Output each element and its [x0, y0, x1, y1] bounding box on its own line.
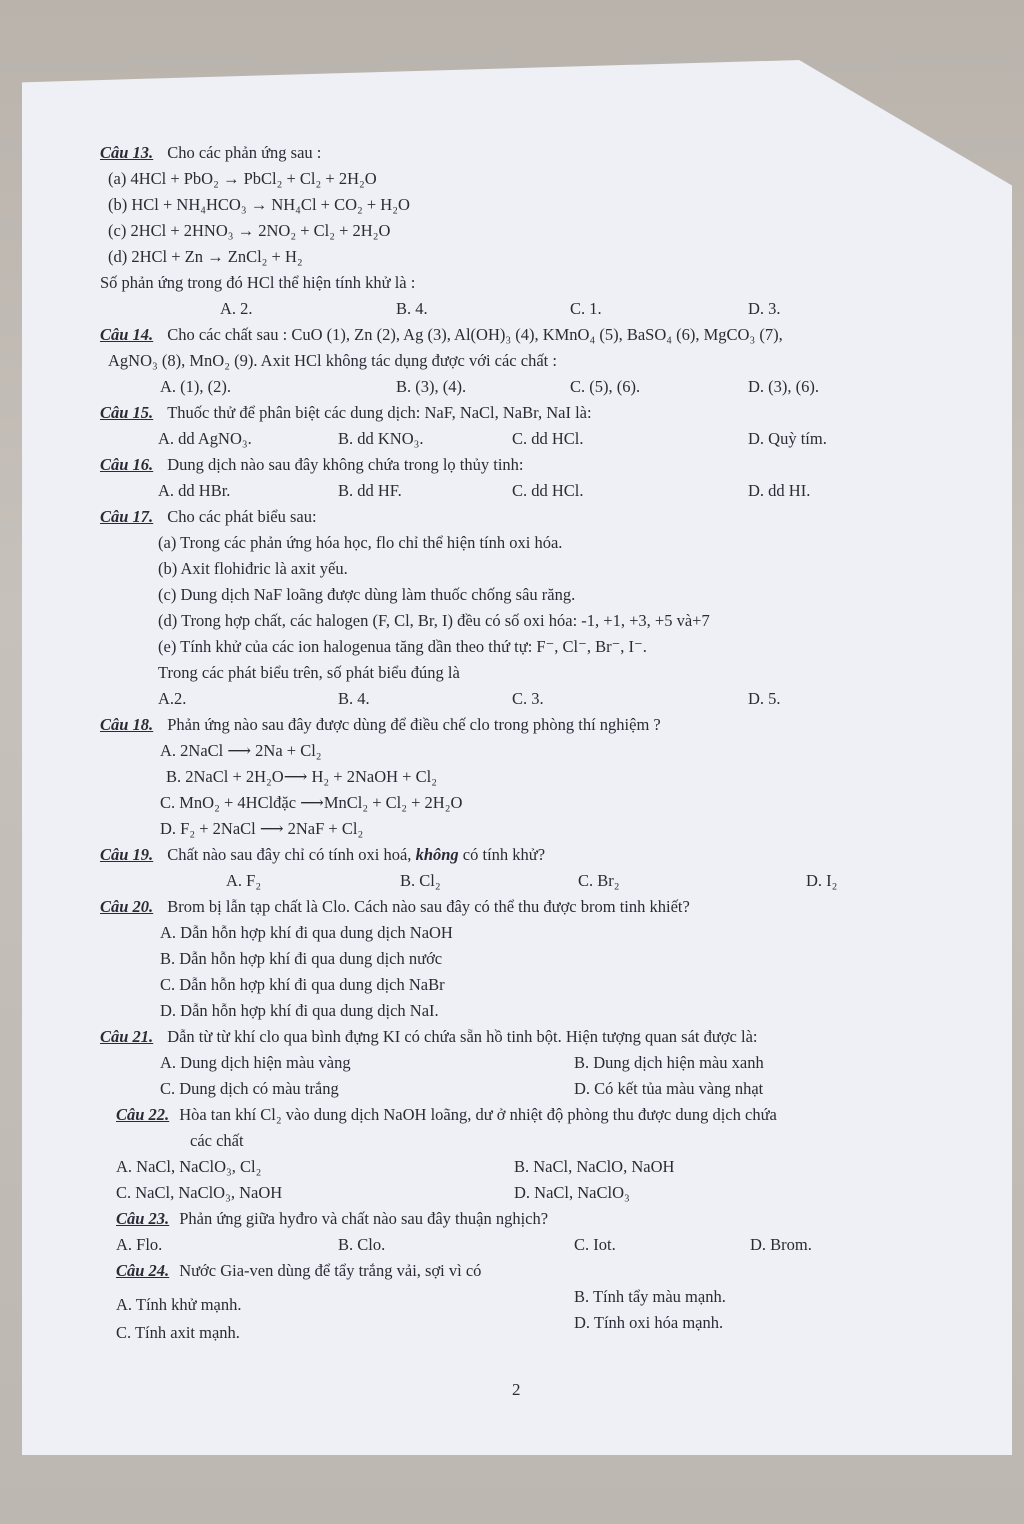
- option-b[interactable]: B. Dung dịch hiện màu xanh: [574, 1053, 764, 1072]
- option-a[interactable]: A. 2.: [220, 299, 253, 318]
- question-stem-cont: các chất: [190, 1131, 244, 1150]
- option-c[interactable]: C. 1.: [570, 299, 602, 318]
- question-stem: Nước Gia-ven dùng để tẩy trắng vải, sợi vì có: [179, 1261, 482, 1280]
- question-stem: Brom bị lẫn tạp chất là Clo. Cách nào sau đây có thể thu được brom tinh khiết?: [167, 897, 690, 916]
- question-number: Câu 17.: [100, 507, 154, 526]
- option-d[interactable]: D. Quỳ tím.: [748, 429, 827, 448]
- question-number: Câu 24.: [116, 1261, 170, 1280]
- reaction-d: (d) 2HCl + Zn → ZnCl₂ + H₂: [108, 247, 303, 266]
- answer-options: [100, 1232, 950, 1258]
- reaction-b: (b) HCl + NH₄HCO₃ → NH₄Cl + CO₂ + H₂O: [108, 195, 410, 214]
- reaction-c: (c) 2HCl + 2HNO₃ → 2NO₂ + Cl₂ + 2H₂O: [108, 221, 391, 240]
- statement-b: (b) Axit flohiđric là axit yếu.: [158, 559, 348, 578]
- answer-options: [100, 296, 950, 322]
- option-c[interactable]: C. dd HCl.: [512, 429, 584, 448]
- answer-options-row: [100, 1154, 950, 1180]
- option-d[interactable]: D. I₂: [806, 871, 838, 890]
- question-19: [100, 842, 950, 894]
- option-b[interactable]: B. NaCl, NaClO, NaOH: [514, 1157, 675, 1176]
- question-number: Câu 18.: [100, 715, 154, 734]
- option-a[interactable]: A. Flo.: [116, 1235, 163, 1254]
- option-d[interactable]: D. 5.: [748, 689, 781, 708]
- question-16: [100, 452, 950, 504]
- option-c[interactable]: C. Br₂: [578, 871, 620, 890]
- option-d[interactable]: D. dd HI.: [748, 481, 811, 500]
- question-stem: Dẫn từ từ khí clo qua bình đựng KI có chứa sẵn hồ tinh bột. Hiện tượng quan sát được là:: [167, 1027, 758, 1046]
- option-d[interactable]: D. Tính oxi hóa mạnh.: [574, 1313, 724, 1332]
- option-c[interactable]: C. Dẫn hỗn hợp khí đi qua dung dịch NaBr: [160, 975, 445, 994]
- option-a[interactable]: A. 2NaCl ⟶ 2Na + Cl₂: [160, 741, 322, 760]
- question-number: Câu 16.: [100, 455, 154, 474]
- option-b[interactable]: B. Clo.: [338, 1235, 386, 1254]
- option-d[interactable]: D. Có kết tủa màu vàng nhạt: [574, 1079, 764, 1098]
- statement-c: (c) Dung dịch NaF loãng được dùng làm thuốc chống sâu răng.: [158, 585, 576, 604]
- option-a[interactable]: A.2.: [158, 689, 187, 708]
- question-stem: Cho các chất sau : CuO (1), Zn (2), Ag (3), Al(OH)₃ (4), KMnO₄ (5), BaSO₄ (6), MgCO₃ (7),: [167, 325, 783, 344]
- question-number: Câu 15.: [100, 403, 154, 422]
- option-b[interactable]: B. 4.: [338, 689, 370, 708]
- option-d[interactable]: D. NaCl, NaClO₃: [514, 1183, 630, 1202]
- option-c[interactable]: C. (5), (6).: [570, 377, 641, 396]
- question-stem: Chất nào sau đây chỉ có tính oxi hoá,: [167, 845, 412, 864]
- option-a[interactable]: A. NaCl, NaClO₃, Cl₂: [116, 1157, 262, 1176]
- question-stem-cont: AgNO₃ (8), MnO₂ (9). Axit HCl không tác dụng được với các chất :: [108, 351, 557, 370]
- option-a[interactable]: A. Tính khử mạnh.: [116, 1295, 242, 1314]
- statement-a: (a) Trong các phản ứng hóa học, flo chỉ thể hiện tính oxi hóa.: [158, 533, 563, 552]
- option-c[interactable]: C. MnO₂ + 4HClđặc ⟶MnCl₂ + Cl₂ + 2H₂O: [160, 793, 463, 812]
- answer-options-row: [100, 1076, 950, 1102]
- question-ask: Số phản ứng trong đó HCl thể hiện tính khử là :: [100, 273, 416, 292]
- answer-options: [100, 868, 950, 894]
- option-b[interactable]: B. Dẫn hỗn hợp khí đi qua dung dịch nước: [160, 949, 443, 968]
- question-number: Câu 20.: [100, 897, 154, 916]
- question-stem: Cho các phản ứng sau :: [167, 143, 322, 162]
- option-d[interactable]: D. (3), (6).: [748, 377, 820, 396]
- option-b[interactable]: B. Cl₂: [400, 871, 441, 890]
- question-20: [100, 894, 950, 1024]
- question-18: [100, 712, 950, 842]
- option-a[interactable]: A. Dung dịch hiện màu vàng: [160, 1053, 351, 1072]
- question-stem: Cho các phát biểu sau:: [167, 507, 317, 526]
- exam-page: [100, 140, 950, 1342]
- question-21: [100, 1024, 950, 1102]
- answer-options: [100, 478, 950, 504]
- answer-options-row: [100, 1050, 950, 1076]
- option-a[interactable]: A. Dẫn hỗn hợp khí đi qua dung dịch NaOH: [160, 923, 453, 942]
- question-14: [100, 322, 950, 400]
- question-number: Câu 13.: [100, 143, 154, 162]
- question-number: Câu 22.: [116, 1105, 170, 1124]
- question-number: Câu 19.: [100, 845, 154, 864]
- answer-options-row: [100, 1180, 950, 1206]
- question-number: Câu 23.: [116, 1209, 170, 1228]
- question-number: Câu 14.: [100, 325, 154, 344]
- statement-e: (e) Tính khử của các ion halogenua tăng dần theo thứ tự: F⁻, Cl⁻, Br⁻, I⁻.: [158, 637, 647, 656]
- option-a[interactable]: A. F₂: [226, 871, 262, 890]
- question-23: [100, 1206, 950, 1258]
- answer-options-row: [100, 1284, 950, 1314]
- option-c[interactable]: C. NaCl, NaClO₃, NaOH: [116, 1183, 283, 1202]
- option-c[interactable]: C. 3.: [512, 689, 544, 708]
- question-17: [100, 504, 950, 712]
- question-stem: Dung dịch nào sau đây không chứa trong lọ thủy tinh:: [167, 455, 524, 474]
- question-ask: Trong các phát biểu trên, số phát biểu đúng là: [158, 663, 460, 682]
- option-d[interactable]: D. Dẫn hỗn hợp khí đi qua dung dịch NaI.: [160, 1001, 439, 1020]
- option-a[interactable]: A. dd AgNO₃.: [158, 429, 252, 448]
- reaction-a: (a) 4HCl + PbO₂ → PbCl₂ + Cl₂ + 2H₂O: [108, 169, 377, 188]
- option-c[interactable]: C. dd HCl.: [512, 481, 584, 500]
- question-13: [100, 140, 950, 322]
- question-stem-emphasis: không: [415, 845, 459, 864]
- statement-d: (d) Trong hợp chất, các halogen (F, Cl, Br, I) đều có số oxi hóa: -1, +1, +3, +5 và+7: [158, 611, 710, 630]
- option-b[interactable]: B. Tính tẩy màu mạnh.: [574, 1287, 726, 1306]
- option-d[interactable]: D. F₂ + 2NaCl ⟶ 2NaF + Cl₂: [160, 819, 364, 838]
- answer-options: [100, 426, 950, 452]
- question-stem-end: có tính khử?: [462, 845, 546, 864]
- option-b[interactable]: B. dd HF.: [338, 481, 402, 500]
- question-stem: Phản ứng nào sau đây được dùng để điều chế clo trong phòng thí nghiệm ?: [167, 715, 661, 734]
- question-22: [100, 1102, 950, 1206]
- question-stem: Phản ứng giữa hyđro và chất nào sau đây thuận nghịch?: [179, 1209, 549, 1228]
- question-24: [100, 1258, 950, 1342]
- option-d[interactable]: D. 3.: [748, 299, 781, 318]
- answer-options-row: [100, 1310, 950, 1342]
- option-b[interactable]: B. dd KNO₃.: [338, 429, 424, 448]
- option-c[interactable]: C. Iot.: [574, 1235, 616, 1254]
- option-c[interactable]: C. Dung dịch có màu trắng: [160, 1079, 339, 1098]
- option-a[interactable]: A. dd HBr.: [158, 481, 231, 500]
- option-b[interactable]: B. 2NaCl + 2H₂O⟶ H₂ + 2NaOH + Cl₂: [166, 767, 437, 786]
- option-d[interactable]: D. Brom.: [750, 1235, 812, 1254]
- option-b[interactable]: B. (3), (4).: [396, 377, 467, 396]
- option-b[interactable]: B. 4.: [396, 299, 428, 318]
- question-15: [100, 400, 950, 452]
- question-number: Câu 21.: [100, 1027, 154, 1046]
- option-a[interactable]: A. (1), (2).: [160, 377, 232, 396]
- question-stem: Hòa tan khí Cl₂ vào dung dịch NaOH loãng, dư ở nhiệt độ phòng thu được dung dịch chứa: [179, 1105, 777, 1124]
- page-number: 2: [512, 1380, 521, 1399]
- question-stem: Thuốc thử để phân biệt các dung dịch: NaF, NaCl, NaBr, NaI là:: [167, 403, 592, 422]
- answer-options: [100, 686, 950, 712]
- answer-options: [100, 374, 950, 400]
- option-c[interactable]: C. Tính axit mạnh.: [116, 1323, 240, 1342]
